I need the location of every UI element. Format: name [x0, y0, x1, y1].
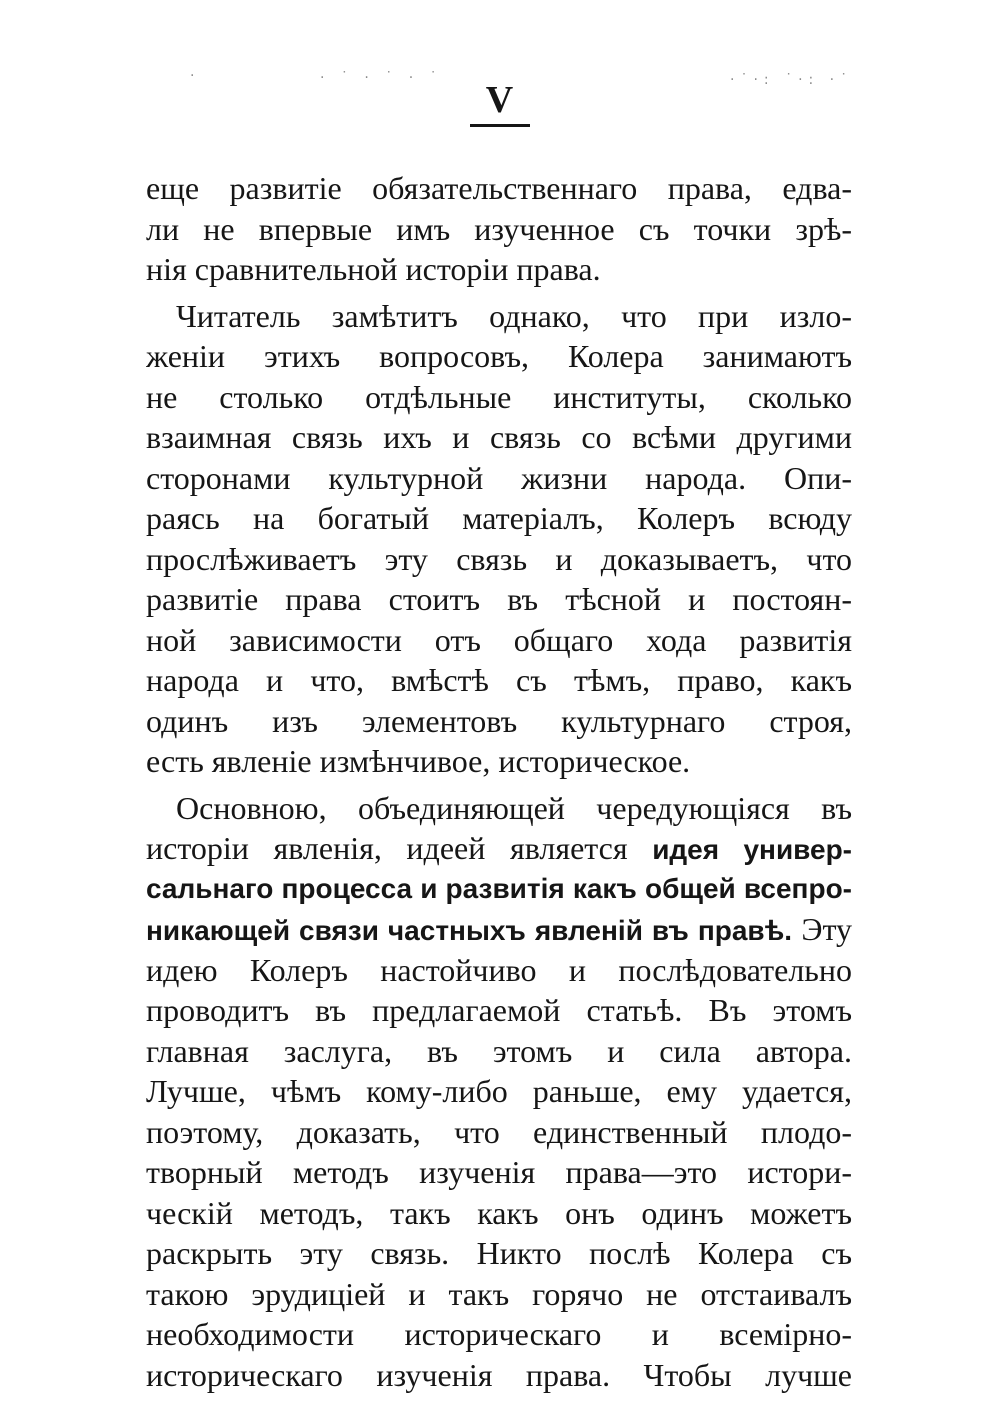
text-line: Лучше, чѣмъ кому-либо раньше, ему удается, [146, 1073, 852, 1109]
paragraph-3 [146, 788, 852, 1396]
plain-text: Эту [792, 911, 852, 947]
text-line: раскрыть эту связь. Никто послѣ Колера съ [146, 1235, 852, 1271]
text-line: поэтому, доказать, что единственный плодо- [146, 1113, 852, 1150]
plain-text: исторіи явленія, идеей является [146, 830, 653, 866]
emphasized-text: идея универ- [652, 834, 852, 865]
text-line: проводитъ въ предлагаемой статьѣ. Въ этомъ [146, 992, 852, 1028]
text-line: раясь на богатый матеріалъ, Колеръ всюду [146, 500, 852, 536]
text-line-mixed [146, 909, 852, 950]
text-line: народа и что, вмѣстѣ съ тѣмъ, право, какъ [146, 662, 852, 698]
text-line: творный методъ изученія права—это истори- [146, 1154, 852, 1190]
text-line: необходимости историческаго и всемірно- [146, 1316, 852, 1352]
text-line: ческій методъ, такъ какъ онъ одинъ можетъ [146, 1194, 852, 1231]
emphasized-text: никающей связи частныхъ явленій въ правѣ. [146, 915, 793, 946]
text-line: такою эрудиціей и такъ горячо не отстаивалъ [146, 1275, 852, 1312]
text-line: Основною, объединяющей чередующіяся въ [176, 789, 852, 826]
text-line: еще развитіе обязательственнаго права, едва- [146, 170, 852, 206]
text-line: развитіе права стоитъ въ тѣсной и постоян- [146, 581, 852, 617]
text-line-mixed [146, 828, 852, 869]
text-line: одинъ изъ элементовъ культурнаго строя, [146, 702, 852, 739]
text-line: взаимная связь ихъ и связь со всѣми другими [146, 419, 852, 455]
paragraph-2 [146, 296, 852, 782]
scan-noise: · [190, 68, 201, 84]
text-line: историческаго изученія права. Чтобы лучше [146, 1356, 852, 1393]
scan-noise: ·˙·: ˙·: ·˙ [730, 72, 854, 88]
emphasized-text-line: сальнаго процесса и развитія какъ общей всепро- [146, 872, 852, 904]
text-line: нія сравнительной исторіи права. [146, 251, 601, 287]
text-line: идею Колеръ настойчиво и послѣдовательно [146, 951, 852, 988]
page-number: V [470, 78, 530, 127]
text-line: женіи этихъ вопросовъ, Колера занимаютъ [146, 338, 852, 374]
text-line: прослѣживаетъ эту связь и доказываетъ, что [146, 540, 852, 577]
text-line: ной зависимости отъ общаго хода развитія [146, 621, 852, 658]
text-line: есть явленіе измѣнчивое, историческое. [146, 743, 691, 779]
text-line: ли не впервые имъ изученное съ точки зрѣ- [146, 210, 852, 247]
text-line: не столько отдѣльные институты, сколько [146, 378, 852, 415]
page-header [0, 78, 1000, 127]
body-text [146, 168, 852, 1395]
text-line: сторонами культурной жизни народа. Опи- [146, 459, 852, 496]
text-line: главная заслуга, въ этомъ и сила автора. [146, 1032, 852, 1069]
scan-noise: · ˙ · ˙ · ˙ [320, 70, 443, 86]
paragraph-1 [146, 168, 852, 290]
text-line: Читатель замѣтитъ однако, что при изло- [176, 297, 852, 334]
